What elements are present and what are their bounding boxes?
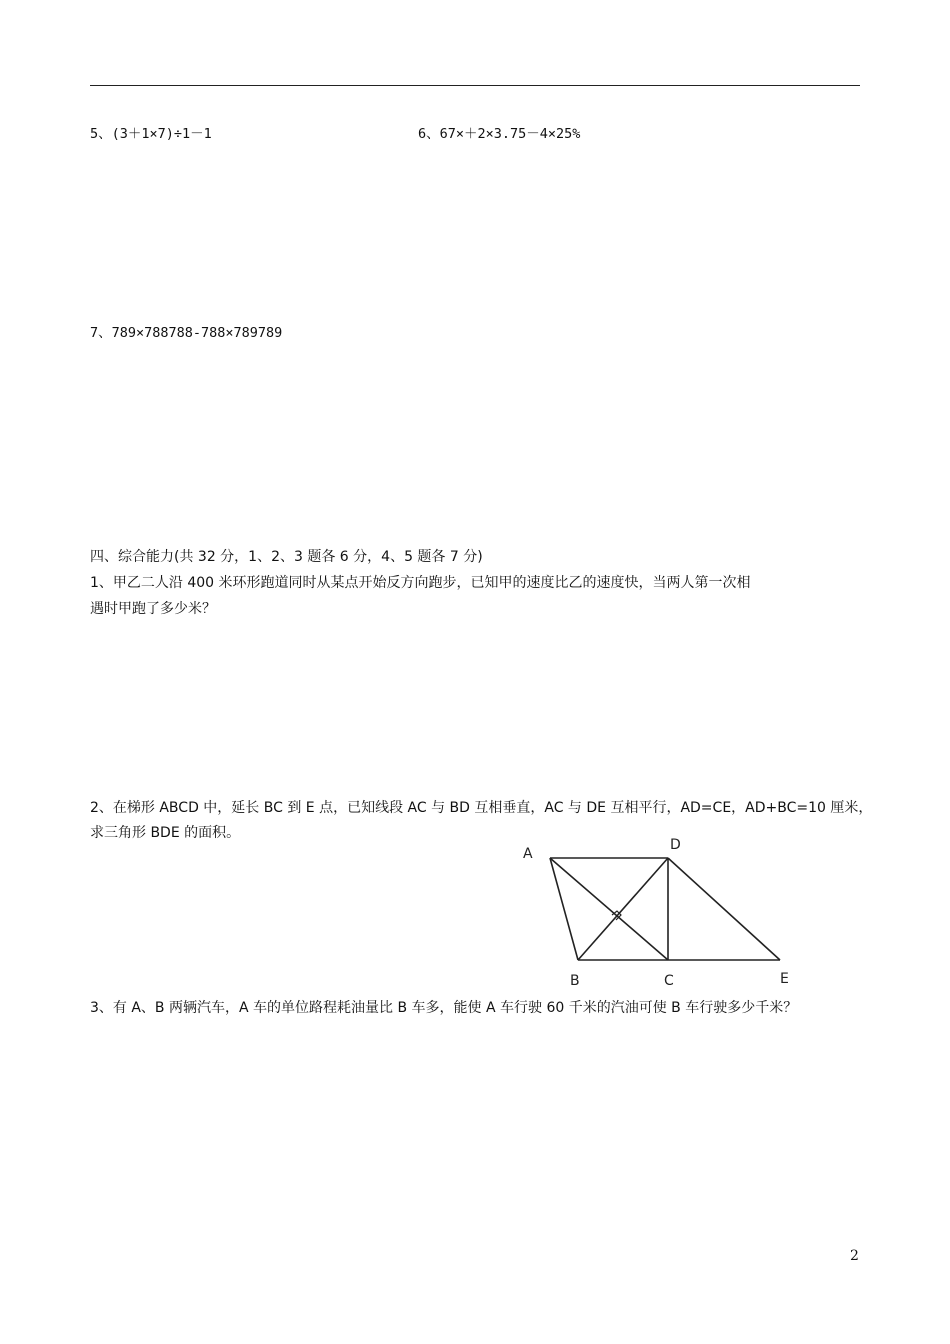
page-number: 2: [850, 1248, 859, 1264]
label-d: D: [670, 837, 681, 853]
label-e: E: [780, 971, 789, 987]
segment-ab: [550, 858, 578, 960]
question-3: 3、有 A、B 两辆汽车，A 车的单位路程耗油量比 B 车多，能使 A 车行驶 60 千米的汽油可使 B 车行驶多少千米？: [90, 1000, 798, 1016]
label-a: A: [523, 846, 533, 862]
label-b: B: [570, 973, 580, 989]
problem-6: 6、67×＋2×3.75－4×25%: [418, 126, 581, 142]
problem-5: 5、(3＋1×7)÷1－1: [90, 126, 212, 142]
question-2-line-1: 2、在梯形 ABCD 中，延长 BC 到 E 点，已知线段 AC 与 BD 互相垂直，AC 与 DE 互相平行，AD=CE，AD+BC=10 厘米，: [90, 800, 873, 816]
segment-ac: [550, 858, 668, 960]
section-4-heading: 四、综合能力(共 32 分，1、2、3 题各 6 分，4、5 题各 7 分): [90, 549, 483, 565]
header-rule: [90, 85, 860, 86]
question-1-line-1: 1、甲乙二人沿 400 米环形跑道同时从某点开始反方向跑步，已知甲的速度比乙的速度快，当两人第一次相: [90, 575, 751, 591]
segment-bd: [578, 858, 668, 960]
problem-7: 7、789×788788-788×789789: [90, 325, 283, 341]
trapezoid-figure: [515, 830, 805, 995]
label-c: C: [664, 973, 674, 989]
question-2-line-2: 求三角形 BDE 的面积。: [90, 825, 241, 841]
segment-de: [668, 858, 780, 960]
question-1-line-2: 遇时甲跑了多少米？: [90, 601, 216, 617]
